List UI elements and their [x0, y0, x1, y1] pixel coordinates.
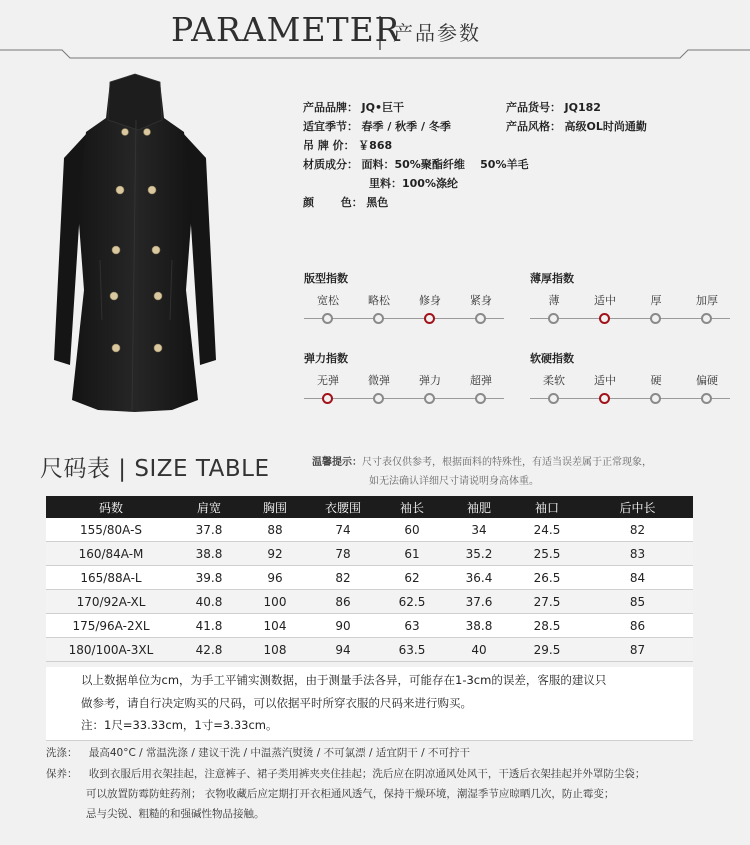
table-cell: 82: [582, 518, 693, 542]
size-table-header-cell: 后中长: [582, 496, 693, 518]
index-dot-selected: [322, 393, 333, 404]
table-cell: 108: [242, 638, 308, 662]
index-option-label: 超弹: [470, 374, 492, 387]
table-row: [46, 542, 693, 566]
table-cell: 62.5: [378, 590, 446, 614]
param-material-lining: [369, 175, 458, 191]
param-material-lining-value: 里料：100%涤纶: [369, 177, 458, 190]
table-cell: 87: [582, 638, 693, 662]
size-tip-line-1: [312, 453, 652, 468]
table-cell: 160/84A-M: [46, 542, 176, 566]
size-tip-label: 温馨提示：: [312, 457, 362, 468]
size-note-1: 以上数据单位为cm，为手工平铺实测数据，由于测量手法各异，可能存在1-3cm的误差，客服的建议只: [81, 673, 607, 687]
table-cell: 38.8: [446, 614, 512, 638]
index-track: [530, 318, 730, 319]
index-dot: [548, 393, 559, 404]
size-tip-text-2: 如无法确认详细尺寸请说明身高体重。: [369, 476, 539, 487]
header-title-cn: 产品参数: [393, 21, 481, 45]
param-sku-label: 产品货号：: [506, 101, 561, 114]
table-cell: 25.5: [512, 542, 582, 566]
index-option-label: 适中: [594, 374, 616, 387]
index-option-label: 适中: [594, 294, 616, 307]
size-table-header-row: [46, 496, 693, 518]
coat-image: [40, 60, 230, 422]
table-cell: 62: [378, 566, 446, 590]
param-style-label: 产品风格：: [506, 120, 561, 133]
index-title: 软硬指数: [530, 352, 574, 365]
header-title: PARAMETER: [171, 10, 401, 49]
index-option-label: 厚: [650, 294, 662, 307]
size-table-header-cell: 袖肥: [446, 496, 512, 518]
care-keep-label: 保养：: [46, 768, 78, 780]
size-table-title: 尺码表 | SIZE TABLE: [40, 456, 270, 482]
table-cell: 60: [378, 518, 446, 542]
size-note-3: 注：1尺=33.33cm，1寸=3.33cm。: [81, 718, 278, 732]
table-cell: 74: [308, 518, 378, 542]
table-cell: 35.2: [446, 542, 512, 566]
index-track: [304, 318, 504, 319]
size-table-header-cell: 码数: [46, 496, 176, 518]
size-table-header-cell: 肩宽: [176, 496, 242, 518]
table-cell: 29.5: [512, 638, 582, 662]
table-cell: 27.5: [512, 590, 582, 614]
size-note-2: 做参考，请自行决定购买的尺码，可以依据平时所穿衣服的尺码来进行购买。: [81, 696, 472, 710]
index-title: 薄厚指数: [530, 272, 574, 285]
param-brand: [303, 99, 404, 115]
table-row: [46, 566, 693, 590]
size-table-body: [46, 518, 693, 662]
index-dot: [424, 393, 435, 404]
index-dot: [650, 393, 661, 404]
index-dot: [475, 393, 486, 404]
param-material: [303, 156, 528, 172]
size-tip-text-1: 尺寸表仅供参考，根据面料的特殊性，有适当误差属于正常现象，: [362, 457, 652, 468]
table-cell: 63: [378, 614, 446, 638]
param-color: [303, 194, 388, 210]
param-price: [303, 137, 392, 153]
param-color-value: 黑色: [366, 196, 389, 209]
table-cell: 41.8: [176, 614, 242, 638]
table-cell: 63.5: [378, 638, 446, 662]
table-cell: 94: [308, 638, 378, 662]
table-cell: 86: [582, 614, 693, 638]
care-keep: [46, 766, 645, 781]
table-cell: 28.5: [512, 614, 582, 638]
index-dot: [548, 313, 559, 324]
index-dot-selected: [424, 313, 435, 324]
table-cell: 39.8: [176, 566, 242, 590]
index-dot: [322, 313, 333, 324]
index-option-label: 弹力: [419, 374, 441, 387]
param-brand-label: 产品品牌：: [303, 101, 358, 114]
table-cell: 88: [242, 518, 308, 542]
table-cell: 37.6: [446, 590, 512, 614]
care-wash: [46, 745, 470, 760]
table-row: [46, 590, 693, 614]
table-cell: 165/88A-L: [46, 566, 176, 590]
table-cell: 100: [242, 590, 308, 614]
param-season-label: 适宜季节：: [303, 120, 358, 133]
care-wash-label: 洗涤：: [46, 747, 78, 759]
table-cell: 38.8: [176, 542, 242, 566]
care-wash-text: 最高40°C / 常温洗涤 / 建议干洗 / 中温蒸汽熨烫 / 不可氯漂 / 适宜阴干 / 不可拧干: [88, 747, 471, 759]
index-option-label: 微弹: [368, 374, 390, 387]
table-cell: 83: [582, 542, 693, 566]
index-dot-selected: [599, 313, 610, 324]
param-material-value: 面料：50%聚酯纤维 50%羊毛: [361, 158, 529, 171]
index-dot-selected: [599, 393, 610, 404]
table-cell: 96: [242, 566, 308, 590]
table-cell: 92: [242, 542, 308, 566]
index-title: 弹力指数: [304, 352, 348, 365]
index-option-label: 加厚: [696, 294, 718, 307]
index-track: [304, 398, 504, 399]
table-cell: 40.8: [176, 590, 242, 614]
care-keep-text-3: 忌与尖锐、粗糙的和强碱性物品接触。: [86, 808, 265, 820]
table-cell: 40: [446, 638, 512, 662]
index-option-label: 紧身: [470, 294, 492, 307]
index-option-label: 硬: [650, 374, 662, 387]
size-table-header-cell: 衣腰围: [308, 496, 378, 518]
index-track: [530, 398, 730, 399]
param-season-value: 春季 / 秋季 / 冬季: [361, 120, 451, 133]
table-row: [46, 518, 693, 542]
size-table: [46, 496, 693, 662]
table-cell: 155/80A-S: [46, 518, 176, 542]
page-header: [0, 0, 750, 62]
index-option-label: 略松: [368, 294, 390, 307]
care-keep-text-1: 收到衣服后用衣架挂起，注意裤子、裙子类用裤夹夹住挂起；洗后应在阴凉通风处风干，干透后衣架挂起并外罩防尘袋；: [88, 768, 646, 780]
index-title: 版型指数: [304, 272, 348, 285]
table-cell: 34: [446, 518, 512, 542]
index-dot: [475, 313, 486, 324]
table-cell: 90: [308, 614, 378, 638]
index-dot: [373, 313, 384, 324]
table-cell: 175/96A-2XL: [46, 614, 176, 638]
param-price-label: 吊 牌 价：: [303, 139, 355, 152]
table-cell: 85: [582, 590, 693, 614]
index-dot: [701, 393, 712, 404]
table-cell: 26.5: [512, 566, 582, 590]
table-cell: 78: [308, 542, 378, 566]
table-cell: 84: [582, 566, 693, 590]
param-price-value: ￥868: [358, 139, 393, 152]
table-cell: 170/92A-XL: [46, 590, 176, 614]
param-material-label: 材质成分：: [303, 158, 358, 171]
param-sku: [506, 99, 601, 115]
table-cell: 104: [242, 614, 308, 638]
table-cell: 42.8: [176, 638, 242, 662]
param-season: [303, 118, 451, 134]
size-notes: [46, 667, 693, 741]
size-table-header-cell: 胸围: [242, 496, 308, 518]
index-option-label: 宽松: [317, 294, 339, 307]
table-row: [46, 638, 693, 662]
table-cell: 24.5: [512, 518, 582, 542]
param-style-value: 高级OL时尚通勤: [564, 120, 647, 133]
table-cell: 82: [308, 566, 378, 590]
index-dot: [650, 313, 661, 324]
index-dot: [701, 313, 712, 324]
index-option-label: 修身: [419, 294, 441, 307]
table-cell: 180/100A-3XL: [46, 638, 176, 662]
table-cell: 36.4: [446, 566, 512, 590]
size-table-header-cell: 袖口: [512, 496, 582, 518]
index-option-label: 无弹: [317, 374, 339, 387]
table-cell: 61: [378, 542, 446, 566]
table-cell: 86: [308, 590, 378, 614]
care-keep-text-2: 可以放置防霉防蛀药剂； 衣物收藏后应定期打开衣柜通风透气，保持干燥环境，潮湿季节应晾晒几次，防止霉变；: [86, 788, 615, 800]
index-dot: [373, 393, 384, 404]
param-style: [506, 118, 647, 134]
size-table-header-cell: 袖长: [378, 496, 446, 518]
index-option-label: 柔软: [543, 374, 565, 387]
param-sku-value: JQ182: [564, 101, 601, 114]
index-option-label: 偏硬: [696, 374, 718, 387]
table-cell: 37.8: [176, 518, 242, 542]
table-row: [46, 614, 693, 638]
param-color-label: 颜 色：: [303, 196, 363, 209]
index-option-label: 薄: [548, 294, 560, 307]
param-brand-value: JQ•巨干: [361, 101, 404, 114]
